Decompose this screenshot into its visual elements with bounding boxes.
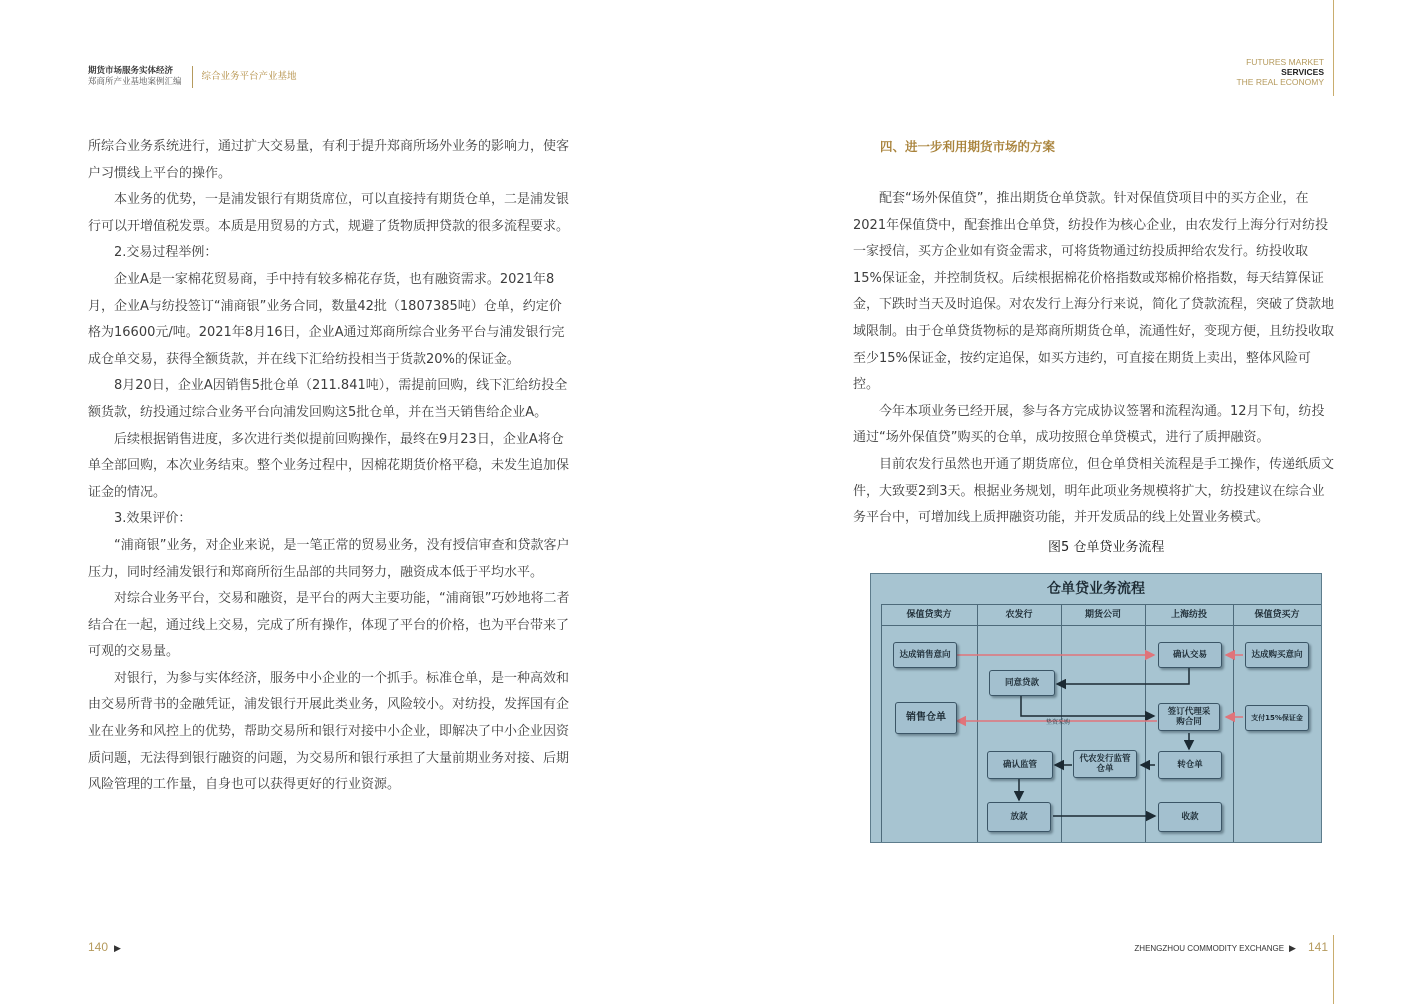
header-titles xyxy=(88,66,182,88)
triangle-right-icon: ▶ xyxy=(1289,943,1296,953)
footer-vertical-rule xyxy=(1333,935,1334,1004)
lane-header-buyer: 保值贷买方 xyxy=(1233,604,1321,626)
paragraph: 对综合业务平台，交易和融资，是平台的两大主要功能，“浦商银”巧妙地将二者结合在一起，通过线上交易，完成了所有操作，体现了平台的价格，也为平台带来了可观的交易量。 xyxy=(88,591,570,660)
lane-header-futures-company: 期货公司 xyxy=(1061,604,1145,626)
page-number-140: 140 xyxy=(88,940,109,954)
box-reach-buy: 达成购买意向 xyxy=(1245,642,1309,668)
paragraph: 8月20日，企业A因销售5批仓单（211.841吨），需提前回购，线下汇给纺投全额货款，纺投通过综合业务平台向浦发回购这5批仓单，并在当天销售给企业A。 xyxy=(88,378,568,420)
box-disburse: 放款 xyxy=(987,802,1051,832)
lane-header-seller: 保值贷卖方 xyxy=(881,604,977,626)
header-vertical-rule xyxy=(1333,0,1334,96)
exchange-name: ZHENGZHOU COMMODITY EXCHANGE xyxy=(1134,944,1285,953)
flowchart xyxy=(870,573,1322,843)
triangle-right-icon: ▶ xyxy=(114,943,121,953)
header-section: 综合业务平台产业基地 xyxy=(201,71,297,82)
figure-caption: 图5 仓单贷业务流程 xyxy=(1048,540,1165,555)
paragraph: 后续根据销售进度，多次进行类似提前回购操作，最终在9月23日，企业A将仓单全部回购，本次业务结束。整个业务过程中，因棉花期货价格平稳，未发生追加保证金的情况。 xyxy=(88,431,570,500)
box-sell-receipt: 销售仓单 xyxy=(895,702,957,734)
left-header xyxy=(88,66,297,88)
paragraph: 3.效果评价： xyxy=(114,511,192,527)
box-confirm-supervise: 确认监管 xyxy=(987,751,1053,779)
header-divider xyxy=(192,66,193,88)
box-agency-supervise: 代农发行监管仓单 xyxy=(1073,750,1137,778)
paragraph: 配套“场外保值贷”，推出期货仓单贷款。针对保值贷项目中的买方企业，在2021年保值贷中，配套推出仓单贷，纺投作为核心企业，由农发行上海分行对纺投一家授信，买方企业如有资金需求，可将货物通过纺投质押给农发行。纺投收取15%保证金，并控制货权。后续根据棉花价格指数或郑棉价格指数，每天结算保证金，下跌时当天及时追保。对农发行上海分行来说，简化了贷款流程，突破了贷款地域限制。由于仓单贷货物标的是郑商所期货仓单，流通性好，变现方便，且纺投收取至少15%保证金，按约定追保，如买方违约，可直接在期货上卖出，整体风险可控。 xyxy=(853,191,1335,393)
box-receive: 收款 xyxy=(1158,802,1222,832)
lane-header-fangtou: 上海纺投 xyxy=(1145,604,1233,626)
box-agree-loan: 同意贷款 xyxy=(989,670,1055,696)
header-subtitle: 郑商所产业基地案例汇编 xyxy=(88,77,182,87)
header-futures-market: FUTURES MARKET xyxy=(1246,57,1324,67)
right-footer xyxy=(1134,940,1328,954)
header-services: SERVICES xyxy=(1281,67,1324,77)
lane-header-bank: 农发行 xyxy=(977,604,1061,626)
paragraph: 目前农发行虽然也开通了期货席位，但仓单贷相关流程是手工操作，传递纸质文件，大致要2到3天。根据业务规划，明年此项业务规模将扩大，纺投建议在综合业务平台中，可增加线上质押融资功能，并开发质品的线上处置业务模式。 xyxy=(853,456,1335,526)
paragraph: “浦商银”业务，对企业来说，是一笔正常的贸易业务，没有授信审查和贷款客户压力，同时经浦发银行和郑商所衍生品部的共同努力，融资成本低于平均水平。 xyxy=(88,537,570,580)
paragraph: 本业务的优势，一是浦发银行有期货席位，可以直接持有期货仓单，二是浦发银行可以开增值税发票。本质是用贸易的方式，规避了货物质押贷款的很多流程要求。 xyxy=(88,192,570,234)
page-number-141: 141 xyxy=(1307,940,1328,954)
right-body-text xyxy=(853,186,1335,532)
flowchart-title: 仓单贷业务流程 xyxy=(1047,581,1145,597)
box-reach-sale: 达成销售意向 xyxy=(893,642,957,668)
header-real-economy: THE REAL ECONOMY xyxy=(1236,77,1324,87)
right-header xyxy=(1236,57,1324,87)
box-transfer-receipt: 转仓单 xyxy=(1158,751,1222,779)
left-body-text xyxy=(88,134,570,799)
paragraph: 今年本项业务已经开展，参与各方完成协议签署和流程沟通。12月下旬，纺投通过“场外保值贷”购买的仓单，成功按照仓单贷模式，进行了质押融资。 xyxy=(853,403,1325,446)
section-title: 四、进一步利用期货市场的方案 xyxy=(880,139,1056,154)
paragraph: 企业A是一家棉花贸易商，手中持有较多棉花存货，也有融资需求。2021年8月，企业A与纺投签订“浦商银”业务合同，数量42批（1807385吨）仓单，约定价格为16600元/吨。2021年8月16日，企业A通过郑商所综合业务平台与浦发银行完成仓单交易，获得全额货款，并在线下汇给纺投相当于货款20%的保证金。 xyxy=(88,271,565,367)
box-sign-agency: 签订代理采购合同 xyxy=(1158,703,1220,731)
paragraph: 所综合业务系统进行，通过扩大交易量，有利于提升郑商所场外业务的影响力，使客户习惯线上平台的操作。 xyxy=(88,139,570,181)
paragraph: 2.交易过程举例： xyxy=(114,245,218,261)
box-confirm-trade: 确认交易 xyxy=(1158,642,1222,668)
box-pay-margin: 支付15%保证金 xyxy=(1245,705,1309,731)
left-page-number xyxy=(88,940,121,954)
paragraph: 对银行，为参与实体经济，服务中小企业的一个抓手。标准仓单，是一种高效和由交易所背书的金融凭证，浦发银行开展此类业务，风险较小。对纺投，发挥国有企业在业务和风控上的优势，帮助交易所和银行对接中小企业，即解决了中小企业因资质问题，无法得到银行融资的问题，为交易所和银行承担了大量前期业务对接、后期风险管理的工作量，自身也可以获得更好的行业资源。 xyxy=(88,670,570,793)
arrow-label: 垫资采购 xyxy=(1046,719,1071,726)
header-title: 期货市场服务实体经济 xyxy=(88,66,174,76)
